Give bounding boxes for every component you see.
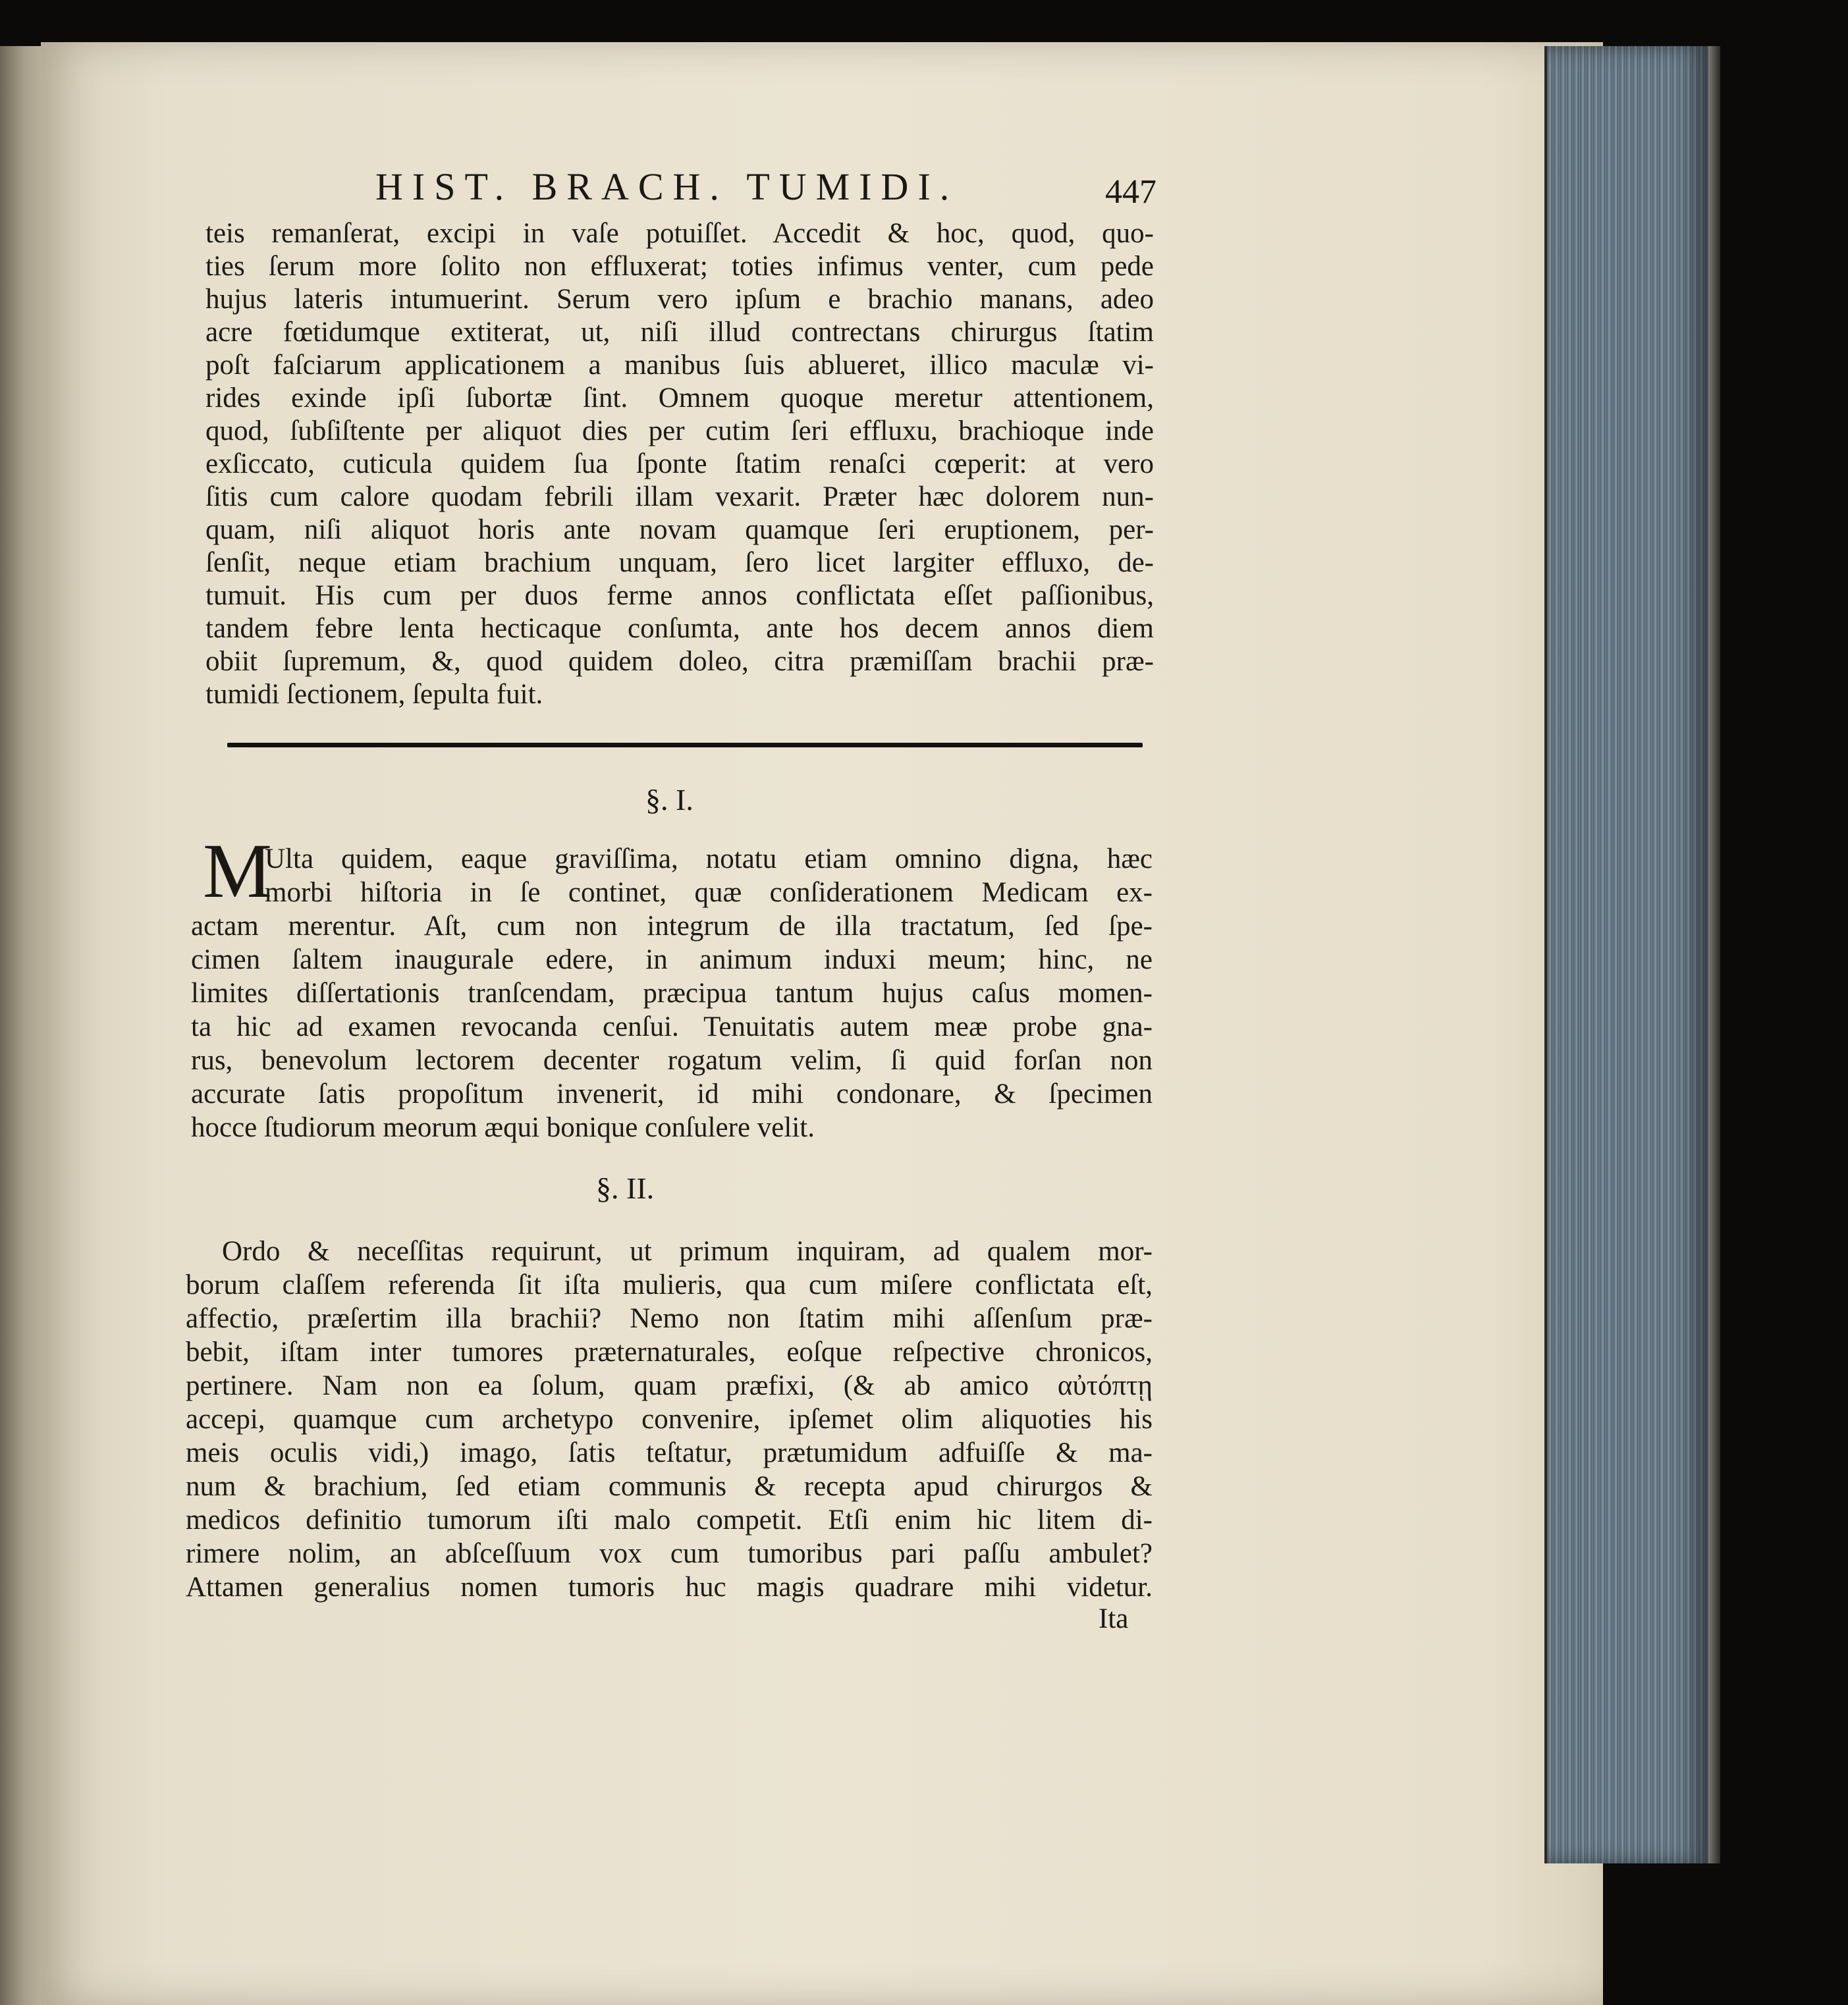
text-line: borum claſſem referenda ſit iſta mulieris, qua cum miſere conflictata eſt, bbox=[186, 1270, 1153, 1300]
text-line: ta hic ad examen revocanda cenſui. Tenuitatis autem meæ probe gna- bbox=[191, 1011, 1153, 1042]
facing-page-edge bbox=[0, 46, 41, 2005]
section-divider-rule bbox=[227, 743, 1143, 747]
text-line: Attamen generalius nomen tumoris huc magis quadrare mihi videtur. bbox=[186, 1572, 1153, 1603]
running-head: HIST. BRACH. TUMIDI. bbox=[375, 165, 959, 208]
section-heading: §. I. bbox=[645, 783, 693, 816]
text-line: acre fœtidumque extiterat, ut, niſi illud contrectans chirurgus ſtatim bbox=[205, 317, 1154, 348]
page-number: 447 bbox=[1105, 173, 1156, 211]
text-line: rus, benevolum lectorem decenter rogatum velim, ſi quid forſan non bbox=[191, 1045, 1153, 1076]
text-line: ſitis cum calore quodam febrili illam vexarit. Præter hæc dolorem nun- bbox=[205, 481, 1154, 512]
text-line: poſt faſciarum applicationem a manibus ſuis ablueret, illico maculæ vi- bbox=[205, 350, 1154, 381]
text-line: Ulta quidem, eaque graviſſima, notatu etiam omnino digna, hæc bbox=[265, 843, 1153, 874]
text-line: tumuit. His cum per duos ferme annos conflictata eſſet paſſionibus, bbox=[205, 580, 1154, 611]
text-line: quam, niſi aliquot horis ante novam quamque ſeri eruptionem, per- bbox=[205, 514, 1154, 545]
text-line: morbi hiſtoria in ſe continet, quæ conſiderationem Medicam ex- bbox=[265, 877, 1153, 908]
text-line: ties ſerum more ſolito non effluxerat; toties infimus venter, cum pede bbox=[205, 251, 1154, 282]
text-line: ſenſit, neque etiam brachium unquam, ſero licet largiter effluxo, de- bbox=[205, 547, 1154, 578]
text-line: num & brachium, ſed etiam communis & recepta apud chirurgos & bbox=[186, 1471, 1153, 1502]
text-line: Ordo & neceſſitas requirunt, ut primum inquiram, ad qualem mor- bbox=[222, 1236, 1153, 1267]
text-line: bebit, iſtam inter tumores præternaturales, eoſque reſpective chronicos, bbox=[186, 1337, 1153, 1368]
text-line: meis oculis vidi,) imago, ſatis teſtatur, prætumidum adfuiſſe & ma- bbox=[186, 1437, 1153, 1468]
text-line: cimen ſaltem inaugurale edere, in animum induxi meum; hinc, ne bbox=[191, 944, 1153, 975]
text-line: actam merentur. Aſt, cum non integrum de illa tractatum, ſed ſpe- bbox=[191, 911, 1153, 942]
section-heading: §. II. bbox=[596, 1171, 655, 1205]
page-block-edges bbox=[1544, 46, 1708, 1863]
text-line: accurate ſatis propoſitum invenerit, id mihi condonare, & ſpecimen bbox=[191, 1079, 1153, 1109]
text-line: quod, ſubſiſtente per aliquot dies per cutim ſeri effluxu, brachioque inde bbox=[205, 415, 1154, 446]
text-line: medicos definitio tumorum iſti malo competit. Etſi enim hic litem di- bbox=[186, 1505, 1153, 1536]
text-line: exſiccato, cuticula quidem ſua ſponte ſtatim renaſci cœperit: at vero bbox=[205, 448, 1154, 479]
catchword: Ita bbox=[1099, 1603, 1129, 1634]
text-line: accepi, quamque cum archetypo convenire, ipſemet olim aliquoties his bbox=[186, 1404, 1153, 1435]
text-line: hocce ſtudiorum meorum æqui bonique conſulere velit. bbox=[191, 1112, 815, 1143]
text-line: rimere nolim, an abſceſſuum vox cum tumoribus pari paſſu ambulet? bbox=[186, 1538, 1153, 1569]
text-line: tumidi ſectionem, ſepulta fuit. bbox=[205, 679, 543, 710]
text-line: hujus lateris intumuerint. Serum vero ipſum e brachio manans, adeo bbox=[205, 284, 1154, 315]
text-line: rides exinde ipſi ſubortæ ſint. Omnem quoque meretur attentionem, bbox=[205, 383, 1154, 414]
text-line: teis remanſerat, excipi in vaſe potuiſſet. Accedit & hoc, quod, quo- bbox=[205, 218, 1154, 249]
text-line: pertinere. Nam non ea ſolum, quam præfixi, (& ab amico αὐτόπτῃ bbox=[186, 1370, 1153, 1401]
drop-cap: M bbox=[203, 828, 272, 914]
text-line: limites diſſertationis tranſcendam, præcipua tantum hujus caſus momen- bbox=[191, 978, 1153, 1009]
text-line: obiit ſupremum, &, quod quidem doleo, citra præmiſſam brachii præ- bbox=[205, 646, 1154, 677]
text-line: tandem febre lenta hecticaque conſumta, ante hos decem annos diem bbox=[205, 613, 1154, 644]
text-line: affectio, præſertim illa brachii? Nemo non ſtatim mihi aſſenſum præ- bbox=[186, 1303, 1153, 1334]
